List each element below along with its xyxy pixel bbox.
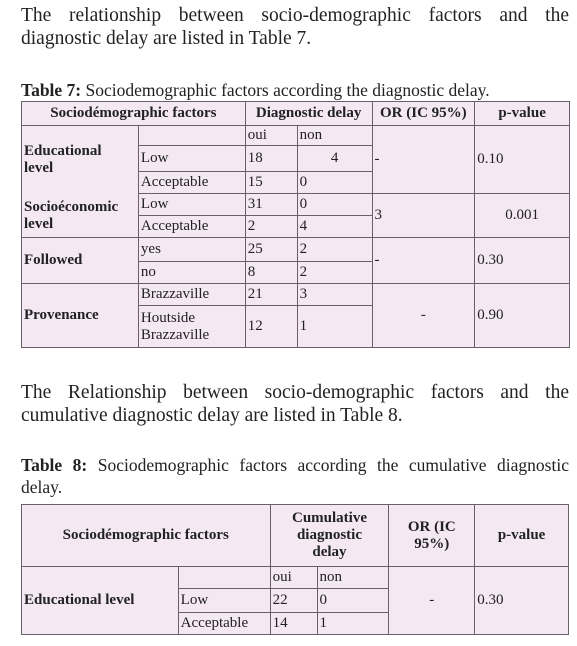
table7-prov-houtside: [138, 306, 245, 348]
table7-followed-pvalue: 0.30: [475, 238, 570, 284]
table8-edu-pvalue: 0.30: [475, 567, 569, 635]
table7-edu-low-oui: 18: [245, 146, 297, 172]
table-row: [22, 284, 570, 306]
table7-prov-pvalue: 0.90: [475, 284, 570, 348]
table7-caption-label: Table 7:: [21, 80, 82, 100]
table7-prov-brazzaville: Brazzaville: [138, 284, 245, 306]
table7-prov-or: -: [372, 284, 475, 348]
table8-header-factors: Sociodémographic factors: [22, 505, 271, 567]
table7-prov-braz-oui: 21: [245, 284, 297, 306]
table7-followed-yes-oui: 25: [245, 238, 297, 262]
table8-subheader-non: non: [317, 567, 389, 589]
table7-caption: [21, 79, 569, 101]
table8-edu-acc-non: 1: [317, 613, 389, 635]
table7-header-pvalue: p-value: [475, 102, 570, 126]
table8-edu-acc: Acceptable: [178, 613, 270, 635]
table7-edu-acc-oui: 15: [245, 172, 297, 194]
table7-edu-acc-non: 0: [297, 172, 372, 194]
table7-header-row: [22, 102, 570, 126]
table7-subheader-row: [22, 126, 570, 146]
table8-edu-low-non: 0: [317, 589, 389, 613]
table8-caption-text: Sociodemographic factors according the cumulative diagnostic delay.: [21, 455, 569, 497]
table7-provenance-label: Provenance: [22, 284, 139, 348]
table7-prov-hout-non: 1: [297, 306, 372, 348]
table7-prov-houtside-line2: Brazzaville: [140, 326, 210, 343]
table7-socio-low-oui: 31: [245, 194, 297, 216]
table7-socio-pvalue: 0.001: [475, 194, 570, 238]
table7-prov-houtside-line1: Houtside: [140, 309, 196, 326]
intro-paragraph-table8: The Relationship between socio-demographic factors and the cumulative diagnostic delay are listed in Table 8.: [21, 382, 569, 426]
table7-followed-no-oui: 8: [245, 262, 297, 284]
table7-socio-label-line1: Socioéconomic: [24, 198, 119, 215]
table7-subheader-oui: oui: [245, 126, 297, 146]
table7-socio-low: Low: [138, 194, 245, 216]
table7-caption-text: Sociodemographic factors according the diagnostic delay.: [81, 80, 490, 100]
table7-header-or: OR (IC 95%): [372, 102, 475, 126]
table8-header-or-line2: 95%): [414, 535, 450, 552]
table7-header-delay: Diagnostic delay: [245, 102, 372, 126]
table8-header-pvalue: p-value: [475, 505, 569, 567]
table7-socio-acc: Acceptable: [138, 216, 245, 238]
table7-prov-braz-non: 3: [297, 284, 372, 306]
table8-header-or: [389, 505, 475, 567]
table8-edu-label: Educational level: [22, 567, 179, 635]
table7-followed-no: no: [138, 262, 245, 284]
table7-socio-acc-non: 4: [297, 216, 372, 238]
table8-caption-label: Table 8:: [21, 455, 88, 475]
table8-edu-low: Low: [178, 589, 270, 613]
table7-followed-no-non: 2: [297, 262, 372, 284]
table7-followed-yes-non: 2: [297, 238, 372, 262]
table7-followed-yes: yes: [138, 238, 245, 262]
table7-subheader-blank: [138, 126, 245, 146]
table-7: [21, 101, 570, 348]
table8-subheader-blank: [178, 567, 270, 589]
table7-edu-low-non: 4: [297, 146, 372, 172]
intro-paragraph-table7: The relationship between socio-demographic factors and the diagnostic delay are listed in Table 7.: [21, 5, 569, 49]
table8-header-or-line1: OR (IC: [407, 518, 456, 535]
table8-edu-acc-oui: 14: [270, 613, 317, 635]
table8-header-cum-line2: diagnostic: [296, 527, 362, 543]
table8-header-row: [22, 505, 569, 567]
table7-edu-label-line2: level: [24, 159, 54, 176]
table7-subheader-non: non: [297, 126, 372, 146]
table7-edu-pvalue: 0.10: [475, 126, 570, 194]
table7-edu-acc: Acceptable: [138, 172, 245, 194]
table-8: [21, 504, 569, 635]
table8-edu-or: -: [389, 567, 475, 635]
table8-header-cumulative: [270, 505, 389, 567]
table7-prov-hout-oui: 12: [245, 306, 297, 348]
table7-followed-label: Followed: [22, 238, 139, 284]
table8-caption: [21, 454, 569, 498]
table7-header-factors: Sociodémographic factors: [22, 102, 246, 126]
table7-edu-or: -: [372, 126, 475, 194]
table-row: [22, 194, 570, 216]
table8-header-cum-line1: Cumulative: [291, 510, 367, 526]
table8-subheader-oui: oui: [270, 567, 317, 589]
table7-edu-low: Low: [138, 146, 245, 172]
table-row: [22, 238, 570, 262]
table8-header-cum-line3: delay: [312, 544, 347, 560]
table8-subheader-row: [22, 567, 569, 589]
table7-edu-label-line1: Educational: [24, 142, 102, 159]
table7-edu-label: [22, 126, 139, 194]
table7-socio-label: [22, 194, 139, 238]
table7-socio-acc-oui: 2: [245, 216, 297, 238]
table7-socio-low-non: 0: [297, 194, 372, 216]
table7-socio-label-line2: level: [24, 215, 54, 232]
table7-socio-or: 3: [372, 194, 475, 238]
table7-followed-or: -: [372, 238, 475, 284]
table8-edu-low-oui: 22: [270, 589, 317, 613]
